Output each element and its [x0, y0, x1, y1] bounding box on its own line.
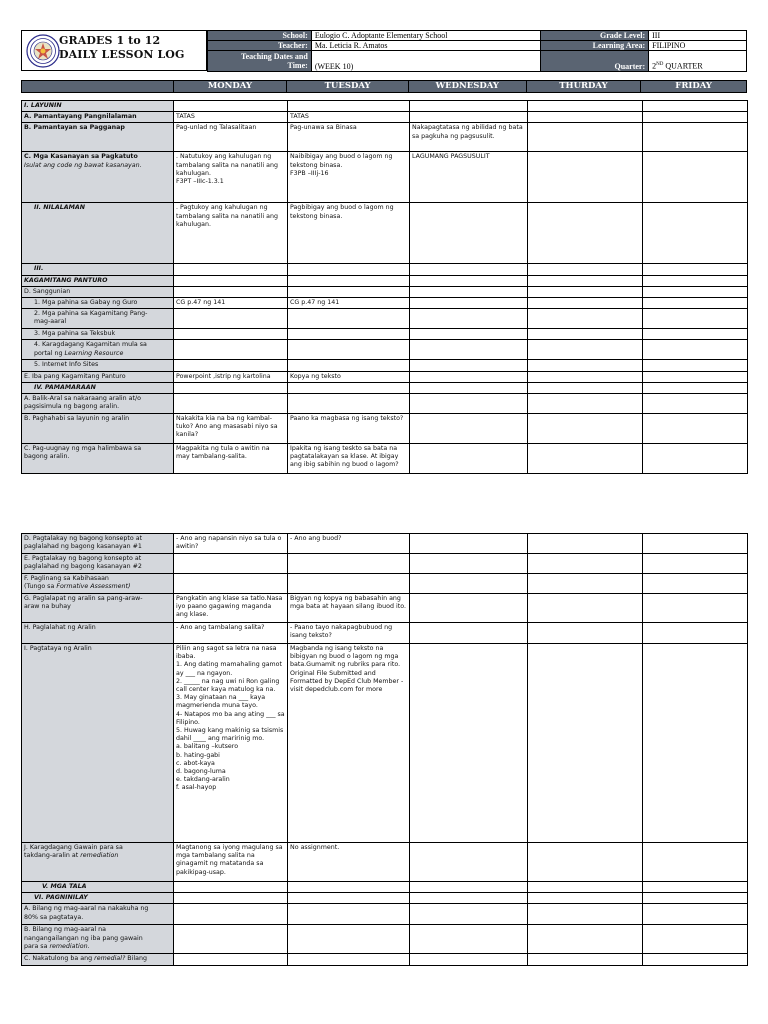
- table-row: [22, 298, 748, 309]
- day-friday: FRIDAY: [641, 81, 746, 92]
- table-row: [22, 644, 748, 843]
- nakatulong-bilang: Bilang: [125, 955, 147, 963]
- table-row: [22, 843, 748, 882]
- table-row: [22, 309, 748, 329]
- pu-tuesday: Ipakita ng isang teskto sa bata na pagtatalakayan sa klase. At ibigay ang ibig sabihin ng buod o lagom?: [288, 444, 410, 474]
- pa-tuesday: Bigyan ng kopya ng babasahin ang mga bata at hayaan silang ibuod ito.: [288, 594, 410, 623]
- table-row: [22, 882, 748, 893]
- lesson-table-part1: [21, 100, 748, 474]
- bilang-remediation-italic: remediation.: [49, 942, 90, 950]
- dates-value: (WEEK 10): [311, 51, 541, 72]
- day-wednesday: WEDNESDAY: [409, 81, 527, 92]
- karagdagang-gawain-text: J. Karagdagang Gawain para sa takdang-aralin at: [24, 844, 123, 860]
- formative-assessment-text: Formative Assessment): [56, 583, 131, 591]
- gabay-monday: CG p.47 ng 141: [174, 298, 288, 309]
- quarter-number: 2: [652, 62, 657, 71]
- table-row: [22, 594, 748, 623]
- quarter-suffix: ND: [656, 62, 664, 68]
- table-row: [22, 123, 748, 152]
- table-row: [22, 444, 748, 474]
- section-kagamitang-panturo: KAGAMITANG PANTURO: [22, 275, 174, 286]
- grade-level-value: III: [649, 31, 747, 41]
- table-row: [22, 534, 748, 554]
- day-monday: MONDAY: [174, 81, 288, 92]
- ph-tuesday: Paano ka magbasa ng isang teksto?: [288, 414, 410, 444]
- pt-tuesday: Magbanda ng isang teksto na bibigyan ng buod o lagom ng mga bata.Gumamit ng rubriks para rito. Original File Submitted and Formatted by DepEd Club Member - visit depedclub.com for more: [288, 644, 410, 843]
- paglalapat-label: G. Paglalapat ng aralin sa pang-araw- araw na buhay: [22, 594, 174, 623]
- karagdagang-kagamitan-text: 4. Karagdagang Kagamitan mula sa portal ng: [34, 341, 147, 357]
- nakatulong-text: C. Nakatulong ba ang: [24, 955, 95, 963]
- table-row: [22, 329, 748, 340]
- table-row: [22, 394, 748, 414]
- table-row: [22, 112, 748, 123]
- title-grades: GRADES 1 to 12: [59, 34, 161, 47]
- grade-level-label: Grade Level:: [541, 31, 649, 41]
- pg-tuesday: - Paano tayo nakapagbubuod ng isang teksto?: [288, 623, 410, 644]
- dates-label-line1: Teaching Dates and: [240, 52, 308, 61]
- sanggunian-label: D. Sanggunian: [22, 286, 174, 297]
- table-row: [22, 264, 748, 275]
- kg-monday: Magtanong sa iyong magulang sa mga tambalang salita na ginagamit ng matatanda sa pakikipag-usap.: [174, 843, 288, 882]
- internet-sites-label: 5. Internet Info Sites: [22, 360, 174, 371]
- title-dll: DAILY LESSON LOG: [59, 48, 185, 61]
- kasanayan-label: [22, 152, 174, 203]
- deped-seal-icon: [26, 34, 60, 68]
- iba-tuesday: Kopya ng teksto: [288, 371, 410, 382]
- paglinang-label: [22, 574, 174, 594]
- nakatulong-label: [22, 954, 174, 965]
- gabay-tuesday: CG p.47 ng 141: [288, 298, 410, 309]
- k-wednesday: LAGUMANG PAGSUSULIT: [410, 152, 528, 203]
- table-row: [22, 925, 748, 954]
- table-row: [22, 382, 748, 393]
- table-row: [22, 286, 748, 297]
- ph-monday: Nakakita kia na ba ng kambal-tuko? Ano ang masasabi niyo sa kanila?: [174, 414, 288, 444]
- balik-aral-label: A. Balik-Aral sa nakaraang aralin at/o pagsisimula ng bagong aralin.: [22, 394, 174, 414]
- bilang-remediation-text: B. Bilang ng mag-aaral na nangangailangan ng iba pang gawain para sa: [24, 926, 143, 950]
- table-row: [22, 574, 748, 594]
- day-thursday: THURDAY: [527, 81, 642, 92]
- pt-monday: Piliin ang sagot sa letra na nasa ibaba. 1. Ang dating mamahaling gamot ay ___ na ngayon. 2. _____ na nag uwi ni Ron galing call center kaya matulog ka na. 3. May ginataan na ___ kaya magmerienda muna tayo. 4- Natapos mo ba ang ating ___ sa Filipino. 5. Huwag kang makinig sa tsismis dahil ____ ang maririnig mo. a. balitang –kutsero b. hating-gabi c. abot-kaya d. bagong-luma e. takdang-aralin f. asal-hayop: [174, 644, 288, 843]
- log-title: [59, 34, 184, 62]
- pp-tuesday: Pag-unawa sa Binasa: [288, 123, 410, 152]
- table-row: [22, 623, 748, 644]
- k-monday: . Natutukoy ang kahulugan ng tambalang salita na nanatili ang kahulugan. F3PT –IIIc-1.3.1: [174, 152, 288, 203]
- paglalahad-2-label: E. Pagtalakay ng bagong konsepto at paglalahad ng bagong kasanayan #2: [22, 554, 174, 574]
- day-tuesday: TUESDAY: [287, 81, 409, 92]
- day-header-row: [21, 80, 747, 93]
- table-row: [22, 152, 748, 203]
- school-label: School:: [208, 31, 312, 41]
- table-row: [22, 360, 748, 371]
- table-row: [22, 554, 748, 574]
- table-row: [22, 340, 748, 360]
- k-tuesday: Naibibigay ang buod o lagom ng tekstong binasa. F3PB –IIIj-16: [288, 152, 410, 203]
- pp-wednesday: Nakapagtatasa ng abilidad ng bata sa pagkuha ng pagsusulit.: [410, 123, 528, 152]
- school-value: Eulogio C. Adoptante Elementary School: [311, 31, 541, 41]
- paghahabi-label: B. Paghahabi sa layunin ng aralin: [22, 414, 174, 444]
- table-row: [22, 904, 748, 925]
- learning-area-label: Learning Area:: [541, 41, 649, 51]
- table-row: [22, 275, 748, 286]
- quarter-label: Quarter:: [541, 51, 649, 72]
- quarter-value: [649, 51, 747, 72]
- section-iii: III.: [22, 264, 174, 275]
- gabay-guro-label: 1. Mga pahina sa Gabay ng Guro: [22, 298, 174, 309]
- paglalahad-1-label: D. Pagtalakay ng bagong konsepto at paglalahad ng bagong kasanayan #1: [22, 534, 174, 554]
- pn-tuesday: TATAS: [288, 112, 410, 123]
- pl1-tuesday: - Ano ang buod?: [288, 534, 410, 554]
- paglalahat-label: H. Paglalahat ng Aralin: [22, 623, 174, 644]
- table-row: [22, 954, 748, 965]
- lesson-table-part2: [21, 533, 748, 966]
- section-nilalaman: II. NILALAMAN: [22, 203, 174, 264]
- section-pagninilay: VI. PAGNINILAY: [22, 893, 174, 904]
- table-row: [22, 203, 748, 264]
- pagtataya-label: I. Pagtataya ng Aralin: [22, 644, 174, 843]
- lesson-log-header: [21, 30, 747, 71]
- n-monday: . Pagtukoy ang kahulugan ng tambalang salita na nanatili ang kahulugan.: [174, 203, 288, 264]
- karagdagang-kagamitan-label: [22, 340, 174, 360]
- n-tuesday: Pagbibigay ang buod o lagom ng tekstong binasa.: [288, 203, 410, 264]
- learning-resource-text: Learning Resource: [64, 349, 124, 357]
- karagdagang-gawain-label: [22, 843, 174, 882]
- pl1-monday: - Ano ang napansin niyo sa tula o awitin?: [174, 534, 288, 554]
- bilang-remediation-label: [22, 925, 174, 954]
- section-pamamaraan: IV. PAMAMARAAN: [22, 382, 174, 393]
- kagamitan-mag-aaral-label: 2. Mga pahina sa Kagamitang Pang- mag-aaral: [22, 309, 174, 329]
- iba-monday: Powerpoint ,istrip ng kartolina: [174, 371, 288, 382]
- iba-pang-kagamitan-label: E. Iba pang Kagamitang Panturo: [22, 371, 174, 382]
- pg-monday: - Ano ang tambalang salita?: [174, 623, 288, 644]
- pamantayan-pagganap-label: B. Pamantayan sa Pagganap: [22, 123, 174, 152]
- kasanayan-title: C. Mga Kasanayan sa Pagkatuto: [24, 153, 138, 161]
- dates-label-line2: Time:: [287, 61, 308, 70]
- teksbuk-label: 3. Mga pahina sa Teksbuk: [22, 329, 174, 340]
- title-box: [21, 30, 207, 71]
- kasanayan-subtitle: Isulat ang code ng bawat kasanayan.: [24, 161, 142, 169]
- remediation-text: remediation: [80, 852, 119, 860]
- quarter-word: QUARTER: [663, 62, 703, 71]
- pn-monday: TATAS: [174, 112, 288, 123]
- kg-tuesday: No assignment.: [288, 843, 410, 882]
- bilang-80-label: A. Bilang ng mag-aaral na nakakuha ng 80% sa pagtataya.: [22, 904, 174, 925]
- remedial-italic: remedial?: [94, 955, 126, 963]
- table-row: [22, 371, 748, 382]
- section-mga-tala: V. MGA TALA: [22, 882, 174, 893]
- section-layunin: I. LAYUNIN: [22, 101, 174, 112]
- table-row: [22, 414, 748, 444]
- pu-monday: Magpakita ng tula o awitin na may tambalang-salita.: [174, 444, 288, 474]
- pp-monday: Pag-unlad ng Talasalitaan: [174, 123, 288, 152]
- teacher-label: Teacher:: [208, 41, 312, 51]
- school-info-table: [207, 30, 747, 72]
- paguugnay-label: C. Pag-uugnay ng mga halimbawa sa bagong aralin.: [22, 444, 174, 474]
- pamantayang-pangnilalaman-label: A. Pamantayang Pangnilalaman: [22, 112, 174, 123]
- teacher-value: Ma. Leticia R. Amatos: [311, 41, 541, 51]
- paglinang-text: F. Paglinang sa Kabihasaan (Tungo sa: [24, 575, 109, 591]
- table-row: [22, 893, 748, 904]
- dates-label: [208, 51, 312, 72]
- day-header-blank: [22, 81, 174, 92]
- learning-area-value: FILIPINO: [649, 41, 747, 51]
- pa-monday: Pangkatin ang klase sa tatlo.Nasa iyo paano gagawing maganda ang klase.: [174, 594, 288, 623]
- table-row: [22, 101, 748, 112]
